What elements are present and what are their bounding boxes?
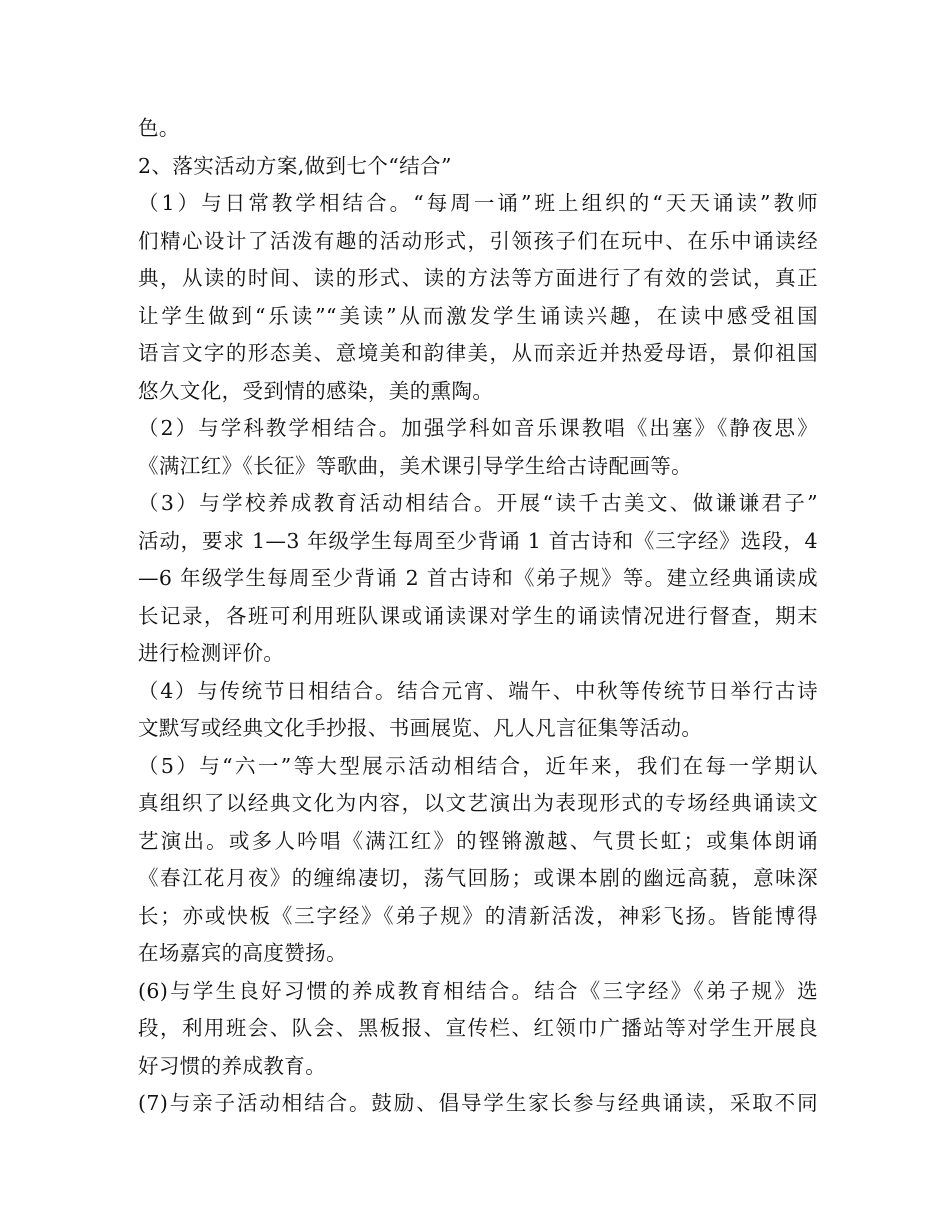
text-line: 《春江花月夜》的缠绵凄切，荡气回肠；或课本剧的幽远高藐，意味深 — [138, 866, 818, 890]
text-line: 色。 — [138, 116, 180, 140]
text-line: 典，从读的时间、读的形式、读的方法等方面进行了有效的尝试，真正 — [138, 266, 818, 290]
text-line: 们精心设计了活泼有趣的活动形式，引领孩子们在玩中、在乐中诵读经 — [138, 228, 818, 253]
text-line: 活动，要求 1—3 年级学生每周至少背诵 1 首古诗和《三字经》选段，4 — [138, 528, 818, 553]
text-line: （2）与学科教学相结合。加强学科如音乐课教唱《出塞》《静夜思》 — [138, 416, 818, 440]
document-body — [138, 110, 818, 1123]
text-line: 在场嘉宾的高度赞扬。 — [138, 941, 347, 965]
text-line: （5）与“六一”等大型展示活动相结合，近年来，我们在每一学期认 — [138, 753, 818, 778]
text-line: 真组织了以经典文化为内容，以文艺演出为表现形式的专场经典诵读文 — [138, 791, 818, 815]
text-line: 长记录，各班可利用班队课或诵读课对学生的诵读情况进行督查，期末 — [138, 603, 818, 628]
text-line: 悠久文化，受到情的感染，美的熏陶。 — [138, 378, 494, 403]
text-line: 好习惯的养成教育。 — [138, 1053, 327, 1078]
text-line: 段，利用班会、队会、黑板报、宣传栏、红领巾广播站等对学生开展良 — [138, 1016, 818, 1040]
text-line: （4）与传统节日相结合。结合元宵、端午、中秋等传统节日举行古诗 — [138, 678, 818, 703]
text-line: 进行检测评价。 — [138, 641, 285, 665]
text-line: 文默写或经典文化手抄报、书画展览、凡人凡言征集等活动。 — [138, 716, 703, 740]
text-line: 《满江红》《长征》等歌曲，美术课引导学生给古诗配画等。 — [138, 453, 693, 478]
text-line: （3）与学校养成教育活动相结合。开展“读千古美文、做谦谦君子” — [138, 491, 818, 515]
text-line: —6 年级学生每周至少背诵 2 首古诗和《弟子规》等。建立经典诵读成 — [138, 566, 818, 590]
text-line: (6)与学生良好习惯的养成教育相结合。结合《三字经》《弟子规》选 — [138, 978, 818, 1003]
text-line: 长；亦或快板《三字经》《弟子规》的清新活泼，神彩飞扬。皆能博得 — [138, 903, 818, 928]
text-line: 让学生做到“乐读”“美读”从而激发学生诵读兴趣，在读中感受祖国 — [138, 303, 818, 328]
text-line: 语言文字的形态美、意境美和韵律美，从而亲近并热爱母语，景仰祖国 — [138, 341, 818, 365]
text-line: 艺演出。或多人吟唱《满江红》的铿锵激越、气贯长虹；或集体朗诵 — [138, 828, 818, 853]
text-line: （1）与日常教学相结合。“每周一诵”班上组织的“天天诵读”教师 — [138, 191, 818, 215]
text-line: 2、落实活动方案,做到七个“结合” — [138, 153, 452, 178]
text-line: (7)与亲子活动相结合。鼓励、倡导学生家长参与经典诵读，采取不同 — [138, 1091, 818, 1115]
